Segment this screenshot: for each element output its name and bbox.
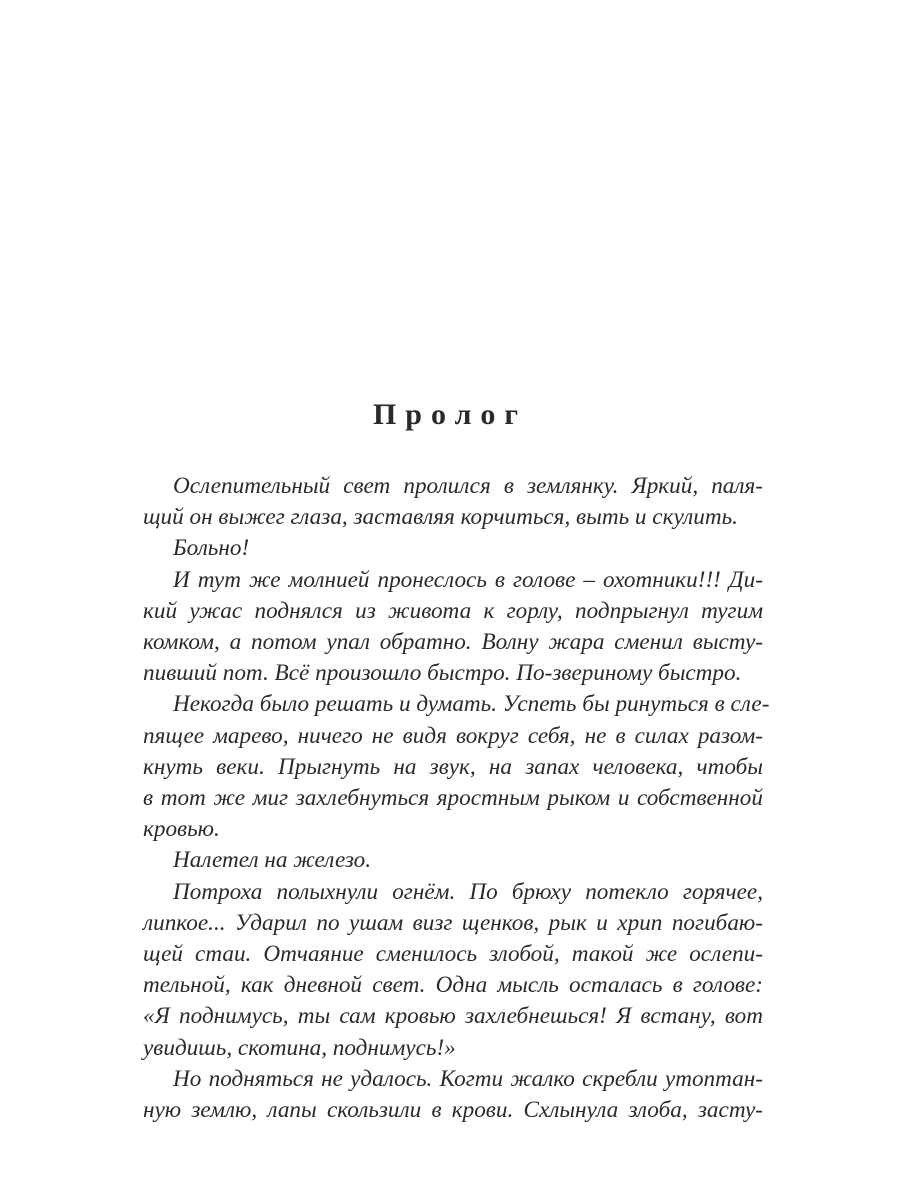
paragraph [143, 471, 763, 533]
text-line: пивший пот. Всё произошло быстро. По-звериному быстро. [143, 660, 742, 687]
text-line: щий он выжег глаза, заставляя корчиться, выть и скулить. [143, 504, 738, 531]
text-line: Больно! [173, 535, 250, 562]
text-line: щей стаи. Отчаяние сменилось злобой, такой же ослепи- [143, 941, 763, 968]
text-line: кнуть веки. Прыгнуть на звук, на запах человека, чтобы [143, 753, 763, 780]
text-line: кровью. [143, 816, 220, 843]
paragraph [143, 845, 763, 876]
text-line: Потроха полыхнули огнём. По брюху потекло горячее, [173, 878, 763, 905]
text-line: пящее марево, ничего не видя вокруг себя, не в силах разом- [143, 722, 763, 749]
text-line: кий ужас поднялся из живота к горлу, подпрыгнул тугим [143, 597, 763, 624]
text-line: Налетел на железо. [173, 847, 372, 874]
text-line: Ослепительный свет пролился в землянку. Яркий, паля- [173, 473, 763, 499]
text-line: Некогда было решать и думать. Успеть бы ринуться в сле- [173, 691, 770, 718]
paragraph [143, 565, 763, 690]
text-line: Но подняться не удалось. Когти жалко скребли утоптан- [173, 1065, 763, 1092]
text-line: «Я поднимусь, ты сам кровью захлебнешься! Я встану, вот [143, 1003, 763, 1030]
text-line: ную землю, лапы скользили в крови. Схлынула злоба, засту- [143, 1097, 763, 1124]
chapter-title: Пролог [372, 398, 528, 431]
text-line: комком, а потом упал обратно. Волну жара сменил высту- [143, 629, 763, 656]
text-line: липкое... Ударил по ушам визг щенков, рык и хрип погибаю- [143, 909, 763, 936]
text-line: И тут же молнией пронеслось в голове – охотники!!! Ди- [173, 566, 763, 593]
chapter-text [143, 471, 770, 1126]
text-line: тельной, как дневной свет. Одна мысль осталась в голове: [143, 972, 763, 999]
paragraph [143, 689, 770, 845]
paragraph [143, 533, 763, 564]
text-line: увидишь, скотина, поднимусь!» [143, 1034, 456, 1061]
text-line: в тот же миг захлебнуться яростным рыком и собственной [143, 785, 763, 812]
paragraph [143, 1064, 763, 1126]
paragraph [143, 877, 763, 1064]
